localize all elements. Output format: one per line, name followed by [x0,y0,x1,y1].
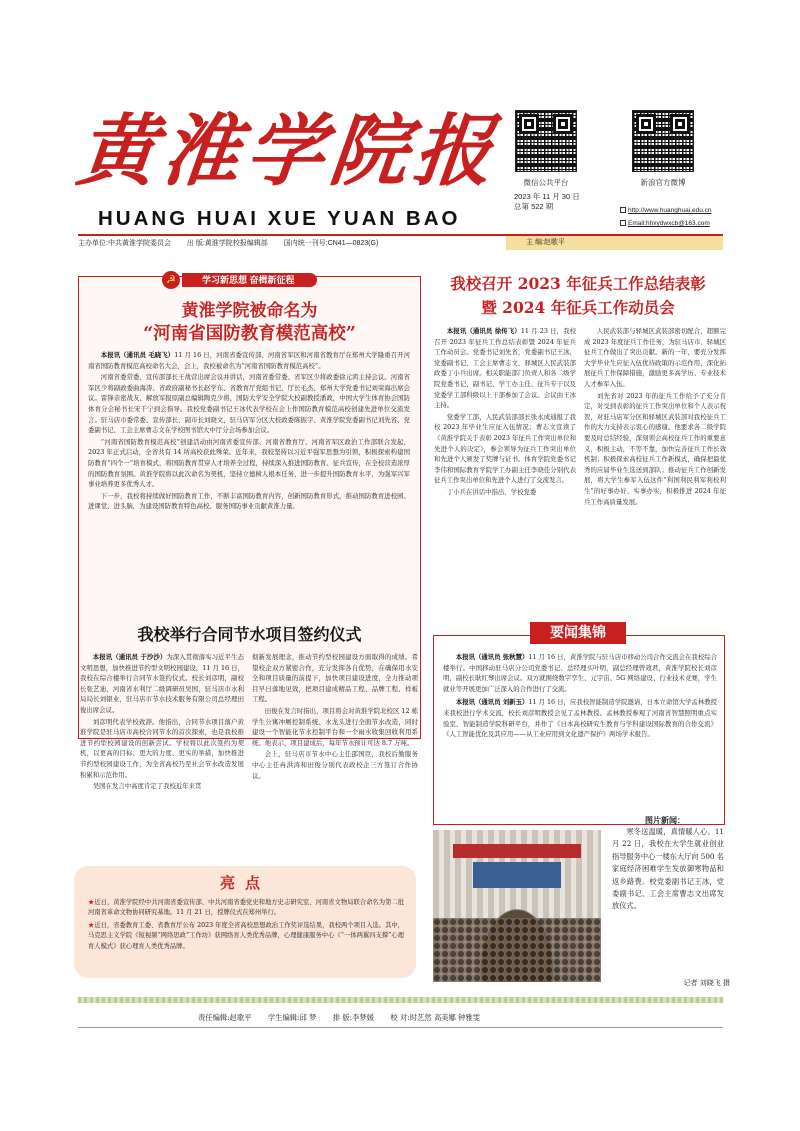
issue-total: 总第 522 期 [514,202,554,211]
chief-editor: 主 编:赵歌平 [506,236,723,250]
news-item1-byline: 本报讯（通讯员 张秋慧） [455,653,529,661]
masthead-title: 黄淮学院报 [73,106,503,197]
footer-student-editor: 学生编辑:邱 梦 [267,1013,317,1022]
issue-date: 2023 年 11 月 30 日 [514,192,580,201]
conscription-col1-p3: 丁小兵在讲话中指出，学校党委 [446,487,537,496]
website-link[interactable] [620,206,730,216]
footer-editor: 责任编辑:赵歌平 [198,1013,252,1022]
conscription-headline-2: 暨 2024 年征兵工作动员会 [481,298,675,317]
water-col-1 [80,652,244,860]
footer-proof: 校 对:时艺然 高美娜 钟雅雯 [390,1013,481,1022]
publisher: 出 版:黄淮学院校报编辑部 [186,240,268,247]
lead-p3: “河南省国防教育模范高校”创建活动由河南省委宣传部、河南省教育厅、河南省军区政治工作部联合发起，2023 年正式启动，全省共有 14 所高校获此殊荣。近年来，我校坚持以习近平强军思想为引领，积极探索构建国防教育“四个一”培育模式，将国防教育贯穿人才培养全过程，持续深入推进国防教育、征兵宣传，在全校营造浓厚的国防教育氛围。黄淮学院将以此次命名为契机，坚持立德树人根本任务，进一步提升国防教育水平，为强军兴军事业培养更多优秀人才。 [88,437,410,489]
photo-news-image [433,830,601,982]
water-col2-p1: 彻新发展理念，推动节约型校园建设方面取得的成绩。希望校企双方紧密合作，充分发挥各自优势，在确保用水安全和项目质量的前提下，加快项目建设进度，全力推动项目早日落地见效，把项目建成精品工程、品牌工程、样板工程。 [252,653,418,704]
website-text: http://www.huanghuai.edu.cn [628,207,712,214]
conscription-byline: 本报讯（通讯员 徐传飞） [446,327,521,335]
lead-p2: 河南省委常委、宣传部部长王战营出席会议并讲话，河南省委常委、省军区少将政委徐元鸿主持会议。河南省军区少将副政委曲海涛、省政府副秘书长赵学东、省教育厅党组书记、厅长毛杰、郑州大学党委书记刘荣海出席会议。雷锋亲密战友、解放军报原副总编辑陶克少将，国防大学安全学院大校副教授潘政，中国大学生体育协会国防体育分会秘书长宋千宁到会指导。我校党委副书记王冰代表学校在会上作国防教育模范高校创建先进单位交流发言。驻马店市委常委、宣传部长、副市长刘晓文，驻马店军分区大校政委陈振宇、黄淮学院党委副书记刘先省、党委副书记、工会主席曹志文在学校图书馆大中厅分会场参加会议。 [88,373,410,435]
news-roundup-tag: 要闻集锦 [530,622,626,644]
conscription-col-1 [434,326,576,610]
water-col2-p2: 田俊在发言时指出，项目将会对黄淮学院北校区 12 栋学生公寓冲厕控制系统、水龙头进行全面节水改造，同时建设一个智能化节水控制平台和一个雨水收集回收利用系统。他表示，项目建成后，每年节水预计可达 8.7 万吨。 [252,706,418,747]
water-byline: 本报讯（通讯员 于沙沙） [92,653,167,661]
lead-headline-2: “河南省国防教育模范高校” [143,324,356,344]
lead-banner: 学习新思想 奋楫新征程 [182,273,317,287]
weibo-label: 新浪官方微博 [640,178,686,187]
lead-byline: 本报讯（通讯员 毛晓飞） [100,351,175,359]
star-icon: ★ [88,921,95,929]
photo-stage-banner [453,844,581,858]
weibo-qr-code-icon [632,110,694,172]
news-item1: 11 月 16 日，黄淮学院与驻马店市移动公司合作交流会在我校综合楼举行。中国移动驻马店分公司党委书记、总经理买叶明，副总经理曾效君，黄淮学院校长刘彦明，副校长耿红琴出席会议。双方就围绕数字孪生、元宇宙、5G 网络建设、行业技术竞赛，学生就业等开展更加广泛深入的合作进行了交流。 [443,653,717,693]
news-item2: 11 月 16 日，应我校智能制造学院邀请，日本立命馆大学孟林教授来我校进行学术交流，校长刘彦明教授会见了孟林教授。孟林教授参观了河南省智慧照明重点实验室、智能制造学院科研平台，并作了《日本高校研究生教育与学科建设国际教育的合作交流》《人工智能优化及其应用——从工业应用到文化遗产保护》两场学术报告。 [443,698,717,739]
highlight-item-2: 近日，省委教育工委、省教育厅公布 2023 年度全省高校思想政治工作奖评选结果，我校两个项目入选。其中，马克思主义学院《短视频“网络思政”工作坊》获网络育人类优秀品牌，心理健康服务中心《“一体两翼四支撑”心理育人模式》获心理育人类优秀品牌。 [88,921,404,950]
lead-p1: 11 月 16 日，河南省委宣传部、河南省军区和河南省教育厅在郑州大学隆重召开河南省国防教育模范高校命名大会，会上，我校被命名为“河南省国防教育模范高校”。 [88,351,410,370]
wechat-label: 微信公共平台 [523,178,569,187]
conscription-col-2 [584,326,726,610]
photo-caption: 寒冬送温暖，真情暖人心。11 月 22 日，我校在大学生就业创业指导服务中心一楼东大厅向 500 名家庭经济困难学生发放御寒物品和返乡路费。校党委副书记王冰，党委副书记、工会主席曹志文出席发放仪式。 [612,827,724,911]
water-col2-p3: 会上，驻马店市节水中心主任邵国臣，我校后勤服务中心主任冉洪涛和田俊分别代表政校企三方签订合作协议。 [252,750,418,780]
water-headline: 我校举行合同节水项目签约仪式 [137,625,362,644]
star-icon: ★ [88,899,95,906]
news-roundup-body [443,652,717,820]
photo-crowd [433,918,601,982]
wechat-qr-code-icon [515,110,577,172]
photo-stage-screen [473,862,561,888]
water-col1-p1: 为深入贯彻落实习近平生态文明思想，加快推进节约型文明校园建设，11 月 16 日，我校在综合楼举行合同节水签约仪式。校长刘彦明，副校长张艺迪，河南省水利厅二级调研员吴国，驻马店市水利局局长刘银业，驻马店市节水技术服务有限公司总经理田俊出席会议。 [80,653,244,714]
lead-headline-1: 黄淮学院被命名为 [181,301,318,321]
footer-decoration-bar [78,997,723,1003]
conscription-col2-p1: 人民武装部与驿城区武装部密切配合，超额完成 2023 年度征兵工作任务，为驻马店市、驿城区征兵工作做出了突出贡献。新的一年，要充分发挥大学毕业生应征入伍优待政策的示范作用，深化拓展征兵工作保障措施，激励更多高学历、专业技术人才参军入伍。 [584,327,726,388]
photo-credit: 记者 刘晓飞 摄 [683,979,730,987]
news-item2-byline: 本报讯（通讯员 刘新玉） [455,698,529,707]
water-col-2 [252,652,418,860]
footer-credits [198,1013,738,1023]
lead-p4: 下一步，我校将持续做好国防教育工作，不断丰富国防教育内容，创新国防教育形式，推动国防教育进校园、进课堂、进头脑，为建设国防教育特色高校、服务国防事业贡献黄淮力量。 [88,491,410,511]
highlight-item-1: 近日，黄淮学院经中共河南省委宣传部、中共河南省委党史和地方史志研究室、河南省文物局联合命名为第二批河南省革命文物协同研究基地。11 月 21 日，授牌仪式在郑州举行。 [88,899,404,917]
email-link[interactable] [620,219,730,229]
water-col1-p2: 刘彦明代表学校致辞。他指出，合同节水项目落户黄淮学院是驻马店市高校合同节水的首次探索，也是我校推进节约型校园建设的创新尝试。学校将以此次签约为契机，以更高的目标、更大的力度、更实的举措，加快推进节约型校园建设工作，为全省高校乃至社会节水改造发展积累和示范作用。 [80,717,244,779]
footer-layout: 排 版:李梦媛 [332,1013,375,1022]
conscription-headline-1: 我校召开 2023 年征兵工作总结表彰 [450,274,706,293]
conscription-col1-p1: 11 月 23 日，我校召开 2023 年征兵工作总结表彰暨 2024 年征兵工作动员会。党委书记刘先省，党委副书记王冰，党委副书记、工会主席曹志文，驿城区人民武装部政委丁小兵出席。相关职能部门负责人和各二级学院党委书记、副书记、学工办主任、征兵专干以及党委学工部科级以上干部参加了会议。会议由王冰主持。 [434,327,576,410]
email-text: Email:hhxydwxcb@163.com [628,220,710,227]
conscription-col2-p2: 刘先省对 2023 年的征兵工作给予了充分肯定，对受到表彰的征兵工作突出单位和个人表示祝贺，对驻马店军分区和驿城区武装部对我校征兵工作的大力支持表示衷心的感谢。他要求各二级学院要及时总结经验，深刻领会高校征兵工作的重要意义，积极主动，不等不靠，加快完善征兵工作长效机制；积极探索高校征兵工作新模式，确保把最优秀的应届毕业生选送到部队；推动征兵工作创新发展，将大学生参军入伍这件“利国利民利军利校利生”的好事办好、实事办实，积极推进 2024 年征兵工作高质量发展。 [584,391,726,506]
footer-line [78,1027,723,1028]
photo-news-label: 图片新闻： [645,816,685,825]
party-emblem-icon: ☭ [162,271,180,289]
masthead-pinyin: HUANG HUAI XUE YUAN BAO [98,207,461,230]
conscription-col1-p2: 党委学工部、人民武装部部长张永成通报了我校 2023 年毕业生应征入伍情况；曹志文宣读了《黄淮学院关于表彰 2023 年征兵工作突出单位和先进个人的决定》，参会领导为征兵工作突出单位和先进个人颁发了奖牌与证书。体育学院党委书记李伟和国际教育学院学工办副主任李晓佳分别代表征兵工作突出单位和先进个人进行了交流发言。 [434,412,576,485]
highlights-title: 亮点 [219,874,270,892]
water-col1-p3: 吴国在发言中高度肯定了我校近年来贯 [92,782,202,791]
highlights-body [88,898,404,974]
cn-number: 国内统一刊号:CN41—0823(G) [283,240,379,247]
sponsor: 主办单位:中共黄淮学院委员会 [78,240,171,247]
